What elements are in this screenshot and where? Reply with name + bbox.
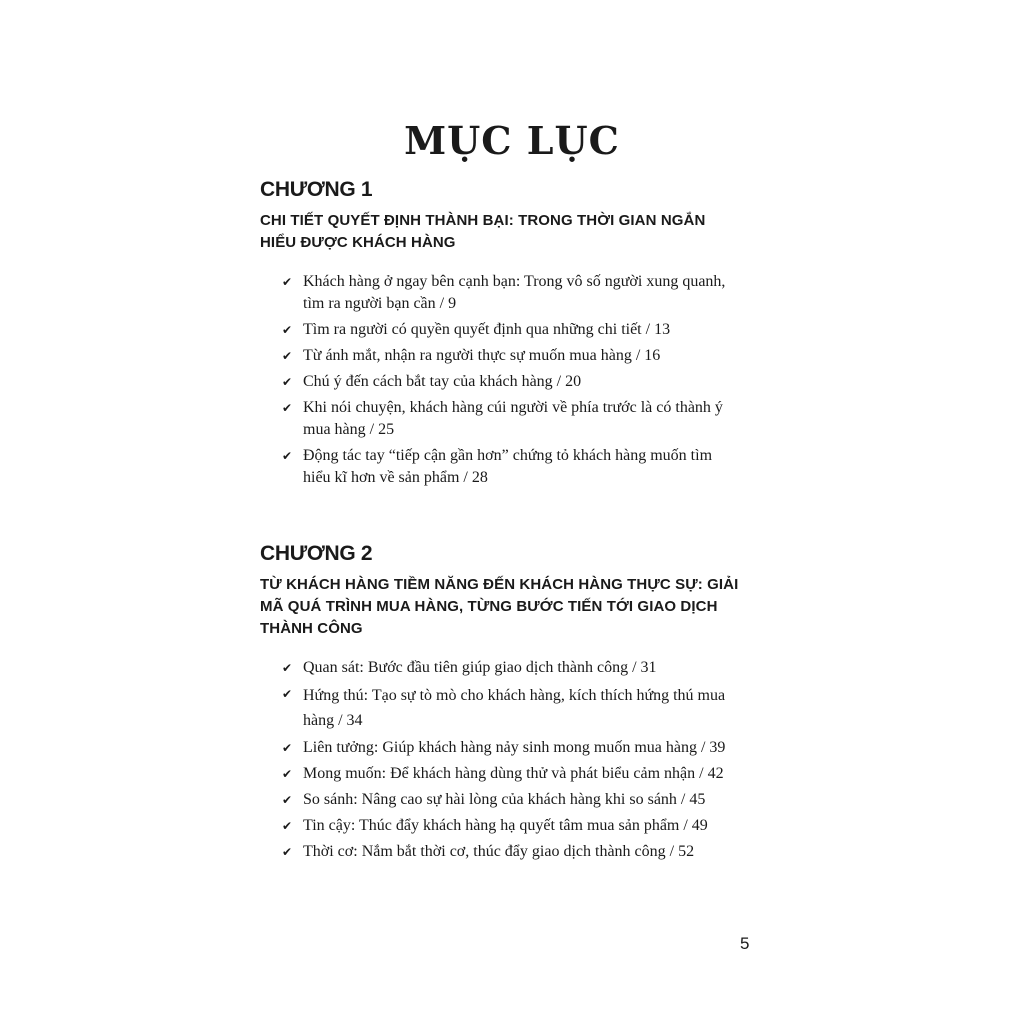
toc-entry [260,271,743,315]
toc-entry [260,815,743,837]
toc-entry [260,397,743,441]
chapter-heading: CHI TIẾT QUYẾT ĐỊNH THÀNH BẠI: TRONG THỜI GIAN NGẮN HIỂU ĐƯỢC KHÁCH HÀNG [260,212,706,251]
toc-entry [260,789,743,811]
chapter-label: CHƯƠNG 2 [260,542,373,565]
toc-entry [260,763,743,785]
toc-entry-text: Chú ý đến cách bắt tay của khách hàng / 20 [303,373,582,390]
chapter-2-section [260,540,760,867]
toc-entry [260,319,743,341]
toc-entry-text: Từ ánh mắt, nhận ra người thực sự muốn mua hàng / 16 [303,347,661,364]
check-icon: ✔ [282,323,293,337]
check-icon: ✔ [282,349,293,363]
toc-entry-text: Khách hàng ở ngay bên cạnh bạn: Trong vô số người xung quanh, tìm ra người bạn cần / 9 [303,273,726,312]
chapter-entries-list [260,657,760,863]
chapter-heading: TỪ KHÁCH HÀNG TIỀM NĂNG ĐẾN KHÁCH HÀNG THỰC SỰ: GIẢI MÃ QUÁ TRÌNH MUA HÀNG, TỪNG BƯỚC TIẾN TỚI GIAO DỊCH THÀNH CÔNG [260,576,739,637]
toc-entry-text: Tìm ra người có quyền quyết định qua những chi tiết / 13 [303,321,671,338]
toc-entry-text: Liên tưởng: Giúp khách hàng nảy sinh mong muốn mua hàng / 39 [303,739,726,756]
check-icon: ✔ [282,793,293,807]
check-icon: ✔ [282,661,293,675]
toc-entry [260,345,743,367]
toc-entry-text: Động tác tay “tiếp cận gần hơn” chứng tỏ khách hàng muốn tìm hiểu kĩ hơn về sản phẩm / 28 [303,447,713,486]
toc-entry-text: Hứng thú: Tạo sự tò mò cho khách hàng, kích thích hứng thú mua hàng / 34 [303,687,726,729]
toc-entry [260,371,743,393]
chapter-label: CHƯƠNG 1 [260,178,373,201]
toc-entry [260,683,743,733]
check-icon: ✔ [282,401,293,415]
chapter-entries-list [260,271,760,489]
toc-entry-text: Tin cậy: Thúc đẩy khách hàng hạ quyết tâm mua sản phẩm / 49 [303,817,708,834]
check-icon: ✔ [282,741,293,755]
chapter-1-section [260,176,760,493]
check-icon: ✔ [282,449,293,463]
check-icon: ✔ [282,375,293,389]
toc-entry-text: Quan sát: Bước đầu tiên giúp giao dịch thành công / 31 [303,659,657,676]
check-icon: ✔ [282,819,293,833]
page-number: 5 [740,934,750,953]
toc-entry [260,657,743,679]
toc-entry-text: Khi nói chuyện, khách hàng cúi người về phía trước là có thành ý mua hàng / 25 [303,399,723,438]
page-title: MỤC LỤC [404,118,620,163]
check-icon: ✔ [282,687,293,701]
toc-entry-text: Thời cơ: Nắm bắt thời cơ, thúc đẩy giao dịch thành công / 52 [303,843,695,860]
toc-entry [260,841,743,863]
toc-entry-text: Mong muốn: Để khách hàng dùng thử và phát biểu cảm nhận / 42 [303,765,724,782]
toc-entry [260,445,743,489]
toc-entry [260,737,743,759]
check-icon: ✔ [282,767,293,781]
check-icon: ✔ [282,845,293,859]
toc-entry-text: So sánh: Nâng cao sự hài lòng của khách hàng khi so sánh / 45 [303,791,706,808]
check-icon: ✔ [282,275,293,289]
